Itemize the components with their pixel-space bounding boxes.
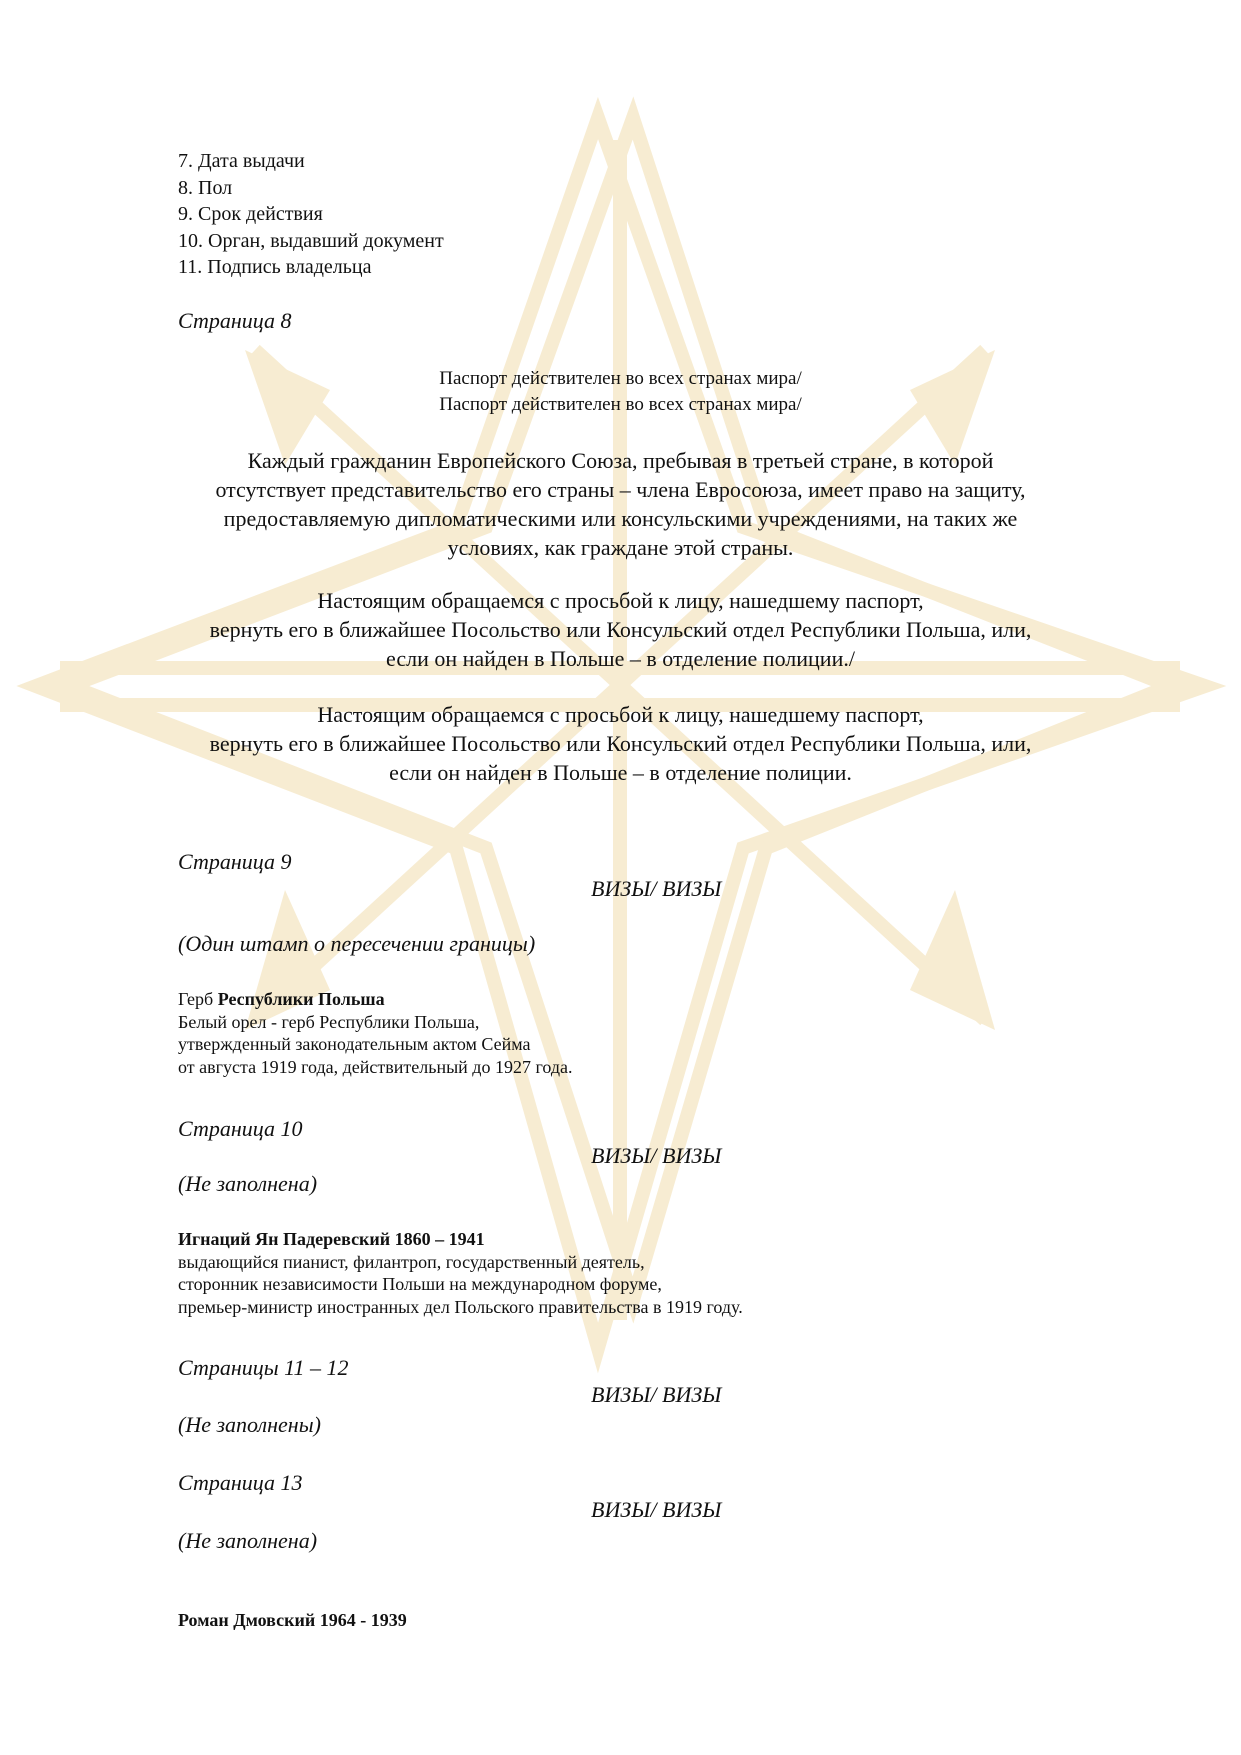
caption-bold: Роман Дмовский 1964 - 1939 [178,1610,407,1630]
list-item: 10. Орган, выдавший документ [178,229,444,252]
caption-line: от августа 1919 года, действительный до 1927 года. [178,1056,573,1077]
list-item: 7. Дата выдачи [178,150,305,172]
paragraph-line: если он найден в Польше – в отделение полиции./ [386,646,855,671]
validity-block [0,366,1241,418]
return-request-paragraph [0,586,1241,673]
paderewski-caption [178,1228,743,1318]
return-request-paragraph-2 [0,700,1241,787]
caption-line: утвержденный законодательным актом Сейма [178,1034,531,1054]
page-9-header: Страница 9 [178,849,292,874]
paragraph-line: вернуть его в ближайшее Посольство или Консульский отдел Республики Польша, или, [209,731,1032,756]
page-8-header: Страница 8 [178,308,292,333]
eu-protection-paragraph [0,446,1241,562]
validity-line: Паспорт действителен во всех странах мира/ [439,368,802,389]
caption-bold: Республики Польша [217,989,385,1009]
list-item: 11. Подпись владельца [178,256,372,278]
blank-note: (Не заполнена) [178,1528,318,1553]
caption-prefix: Герб [178,989,218,1009]
paragraph-line: Настоящим обращаемся с просьбой к лицу, нашедшему паспорт, [317,588,924,613]
paragraph-line: Настоящим обращаемся с просьбой к лицу, нашедшему паспорт, [317,702,924,727]
paragraph-line: вернуть его в ближайшее Посольство или Консульский отдел Республики Польша, или, [209,617,1032,642]
paragraph-line: Каждый гражданин Европейского Союза, пребывая в третьей стране, в которой [247,448,994,473]
list-item: 9. Срок действия [178,203,323,225]
paragraph-line: предоставляемую дипломатическими или консульскими учреждениями, на таких же [223,506,1018,531]
page-10-header: Страница 10 [178,1116,303,1141]
list-item: 8. Пол [178,176,233,199]
page-13-header: Страница 13 [178,1470,303,1495]
dmowski-caption [178,1609,407,1632]
caption-line: премьер-министр иностранных дел Польского правительства в 1919 году. [178,1296,743,1317]
visa-heading: ВИЗЫ/ ВИЗЫ [591,1497,722,1522]
paragraph-line: если он найден в Польше – в отделение полиции. [389,760,852,785]
visa-heading: ВИЗЫ/ ВИЗЫ [591,1382,722,1407]
visa-heading: ВИЗЫ/ ВИЗЫ [591,876,722,901]
caption-title [178,1228,743,1251]
caption-bold: Игнаций Ян Падеревский 1860 – 1941 [178,1229,485,1249]
caption-title [178,988,573,1011]
coat-of-arms-caption [178,988,573,1078]
caption-line: Белый орел - герб Республики Польша, [178,1011,480,1032]
caption-line: сторонник независимости Польши на международном форуме, [178,1274,662,1294]
caption-line: выдающийся пианист, филантроп, государственный деятель, [178,1251,645,1272]
paragraph-line: отсутствует представительство его страны – члена Евросоюза, имеет право на защиту, [215,477,1026,502]
stamp-note: (Один штамп о пересечении границы) [178,931,536,956]
field-list [178,148,444,281]
visa-heading: ВИЗЫ/ ВИЗЫ [591,1143,722,1168]
paragraph-line: условиях, как граждане этой страны. [447,535,794,560]
blank-note: (Не заполнены) [178,1412,321,1437]
blank-note: (Не заполнена) [178,1171,318,1196]
page-11-12-header: Страницы 11 – 12 [178,1355,349,1380]
validity-line: Паспорт действителен во всех странах мира/ [439,394,802,415]
